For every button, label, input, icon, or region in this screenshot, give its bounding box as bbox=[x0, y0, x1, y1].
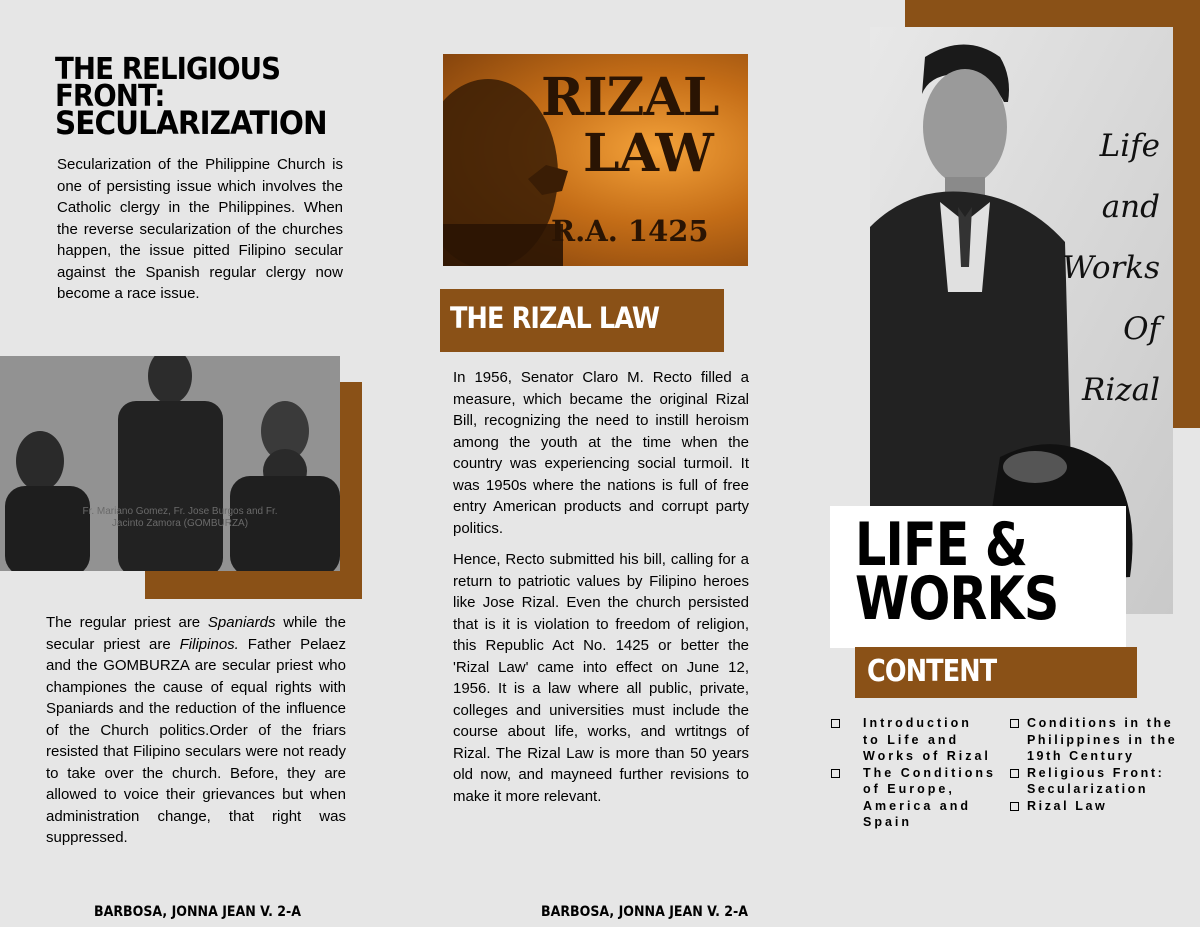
rizal-law-heading-bar bbox=[440, 289, 724, 352]
footer-author-left: BARBOSA, JONNA JEAN V. 2-A bbox=[94, 904, 302, 920]
rizal-law-paragraph: Hence, Recto submitted his bill, calling for a return to patriotic values by Filipino heroes like Jose Rizal. Even the church persisted that is it is violation to freedom of religion, this Republic Act No. 1425 or better the 'Rizal Law' came into effect on June 12, 1956. It is a law where all public, private, colleges and universities must include the course about life, works, and wrtitngs of Rizal. The Rizal Law is more than 50 years old now, and mayneed further revisions to make it more relevant. bbox=[453, 551, 749, 805]
toc-item[interactable]: The Conditions of Europe, America and Spain bbox=[831, 765, 996, 831]
footer-author-middle: BARBOSA, JONNA JEAN V. 2-A bbox=[541, 904, 749, 920]
big-title bbox=[855, 510, 1059, 634]
banner-title-rizal: RIZAL bbox=[541, 67, 719, 128]
toc-item[interactable]: Religious Front: Secularization bbox=[1010, 765, 1198, 798]
rizal-law-banner bbox=[443, 54, 748, 266]
banner-ra-number: R.A. 1425 bbox=[551, 214, 709, 248]
toc-item[interactable]: Rizal Law bbox=[1010, 798, 1198, 815]
heading-line: THE RELIGIOUS bbox=[55, 52, 281, 87]
photo-caption: Fr. Mariano Gomez, Fr. Jose Burgos and Fr. Jacinto Zamora (GOMBURZA) bbox=[82, 506, 278, 529]
rizal-law-heading: THE RIZAL LAW bbox=[450, 301, 660, 335]
big-title-box bbox=[830, 506, 1126, 648]
body-emphasis: Filipinos. bbox=[179, 635, 239, 653]
content-heading: CONTENT bbox=[867, 654, 997, 689]
cover-title-line: Of bbox=[1123, 311, 1160, 347]
body-text: while the secular priest are bbox=[46, 614, 346, 653]
priests-photo-illustration bbox=[0, 356, 340, 571]
toc-column-1 bbox=[831, 715, 996, 831]
big-title-line: WORKS bbox=[855, 564, 1059, 634]
heading-line: FRONT: bbox=[55, 79, 165, 114]
cover-title bbox=[1062, 116, 1160, 421]
banner-title-law: LAW bbox=[583, 123, 713, 184]
body-text: The regular priest are bbox=[46, 614, 208, 631]
content-heading-bar bbox=[855, 647, 1137, 698]
big-title-line: LIFE & bbox=[855, 510, 1027, 580]
cover-title-line: Works bbox=[1062, 250, 1160, 286]
body-emphasis: Spaniards bbox=[207, 614, 276, 631]
gomburza-photo bbox=[0, 356, 340, 571]
rizal-law-paragraph: In 1956, Senator Claro M. Recto filled a measure, which became the original Rizal Bill, recognizing the need to instill heroism among the youth at the time when the country was experiencing social turmoil. It was 1950s where the nations is full of free entry American products and corrupt party politics. bbox=[453, 369, 749, 537]
cover-title-line: and bbox=[1101, 189, 1160, 225]
secularization-body bbox=[46, 612, 346, 849]
body-text: Father Pelaez and the GOMBURZA are secular priest who championes the cause of equal rights with Spaniards and the reduction of the influence of the Church politics.Order of the friars resisted that Filipino seculars were not ready to take over the church. Before, they are allowed to voice their grievances but when administration change, that right was suppressed. bbox=[46, 635, 346, 846]
cover-title-line: Life bbox=[1099, 128, 1160, 164]
toc-column-2 bbox=[1010, 715, 1198, 814]
cover-title-line: Rizal bbox=[1082, 372, 1160, 408]
toc-item[interactable]: Conditions in the Philippines in the 19th Century bbox=[1010, 715, 1198, 765]
toc-item[interactable]: Introduction to Life and Works of Rizal bbox=[831, 715, 996, 765]
heading-line: SECULARIZATION bbox=[55, 104, 327, 142]
secularization-heading bbox=[55, 52, 327, 142]
secularization-intro: Secularization of the Philippine Church is one of persisting issue which involves the Catholic clergy in the Philippines. When the reverse secularization of the churches happen, the issue pitted Filipino secular against the Spanish regular clergy now become a race issue. bbox=[57, 156, 343, 302]
rizal-law-body bbox=[453, 367, 749, 817]
